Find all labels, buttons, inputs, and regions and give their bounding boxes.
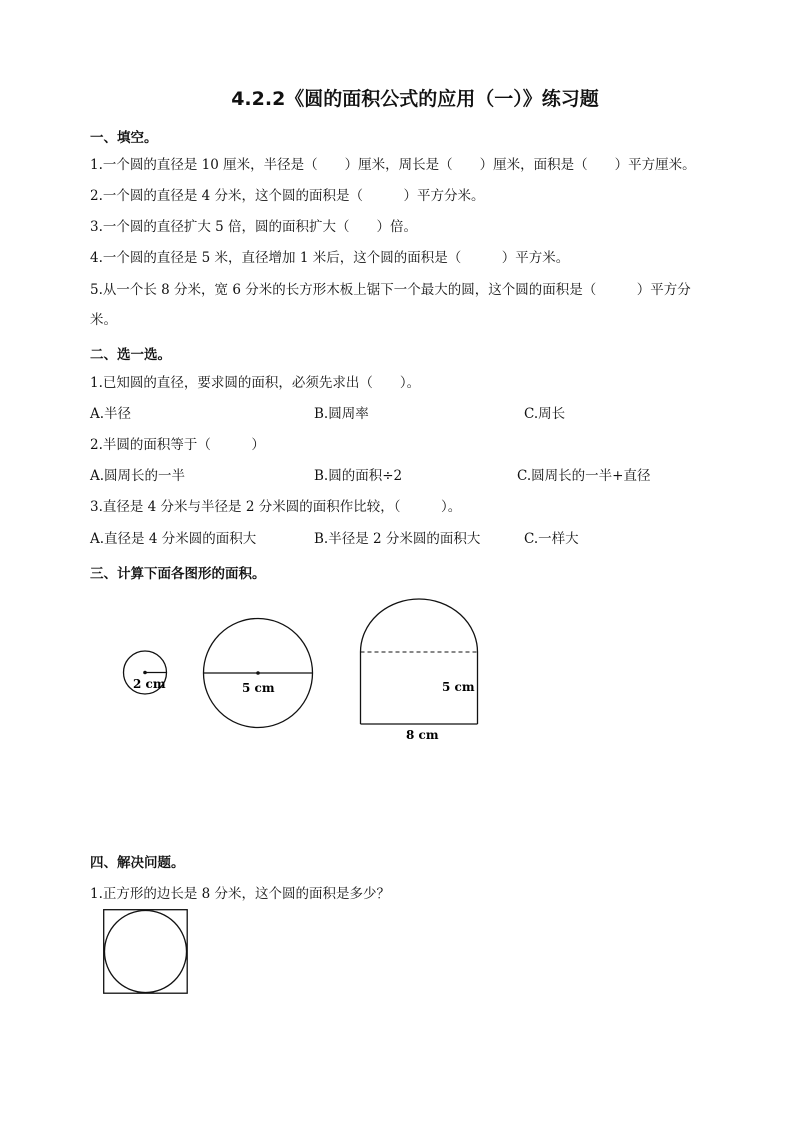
- problem-question-1: 1.正方形的边长是 8 分米，这个圆的面积是多少？: [90, 886, 391, 902]
- choice-2-option-b: B.圆的面积÷2: [314, 468, 403, 484]
- fill-question-2: 2.一个圆的直径是 4 分米，这个圆的面积是（ ）平方分米。: [90, 188, 485, 204]
- choice-3-option-b: B.半径是 2 分米圆的面积大: [314, 531, 481, 547]
- section-3-heading: 三、计算下面各图形的面积。: [90, 566, 266, 582]
- small-circle-figure: [120, 650, 172, 698]
- small-circle-center-dot: [143, 671, 147, 675]
- fill-question-4: 4.一个圆的直径是 5 米，直径增加 1 米后，这个圆的面积是（ ）平方米。: [90, 250, 570, 266]
- fill-question-3: 3.一个圆的直径扩大 5 倍，圆的面积扩大（ ）倍。: [90, 219, 418, 235]
- semicircle-arc: [361, 599, 478, 652]
- choice-question-2: 2.半圆的面积等于（ ）: [90, 437, 265, 453]
- inscribed-circle-outline: [105, 911, 187, 993]
- small-circle-radius-label: 2 cm: [133, 677, 166, 691]
- choice-2-option-a: A.圆周长的一半: [90, 468, 186, 484]
- choice-question-1: 1.已知圆的直径，要求圆的面积，必须先求出（ ）。: [90, 375, 421, 391]
- choice-1-option-a: A.半径: [90, 406, 132, 422]
- medium-circle-center-dot: [256, 671, 260, 675]
- fill-question-1: 1.一个圆的直径是 10 厘米，半径是（ ）厘米，周长是（ ）厘米，面积是（ ）平方厘米。: [90, 157, 696, 173]
- rectangle-width-label: 8 cm: [406, 728, 439, 742]
- page-title: 4.2.2《圆的面积公式的应用（一）》练习题: [231, 88, 599, 110]
- fill-question-5-line-2: 米。: [90, 312, 117, 328]
- choice-1-option-c: C.周长: [524, 406, 566, 422]
- section-1-heading: 一、填空。: [90, 130, 158, 146]
- medium-circle-figure: [200, 617, 316, 731]
- choice-3-option-a: A.直径是 4 分米圆的面积大: [90, 531, 257, 547]
- rectangle-height-label: 5 cm: [442, 680, 475, 694]
- choice-3-option-c: C.一样大: [524, 531, 579, 547]
- section-4-heading: 四、解决问题。: [90, 855, 185, 871]
- choice-question-3: 3.直径是 4 分米与半径是 2 分米圆的面积作比较，（ ）。: [90, 499, 462, 515]
- semicircle-rectangle-figure: [356, 597, 482, 747]
- choice-1-option-b: B.圆周率: [314, 406, 369, 422]
- choice-2-option-c: C.圆周长的一半+直径: [517, 468, 651, 484]
- fill-question-5-line-1: 5.从一个长 8 分米，宽 6 分米的长方形木板上锯下一个最大的圆，这个圆的面积是（ ）平方分: [90, 282, 691, 298]
- section-2-heading: 二、选一选。: [90, 347, 171, 363]
- medium-circle-diameter-label: 5 cm: [242, 681, 275, 695]
- square-with-circle-figure: [103, 909, 189, 995]
